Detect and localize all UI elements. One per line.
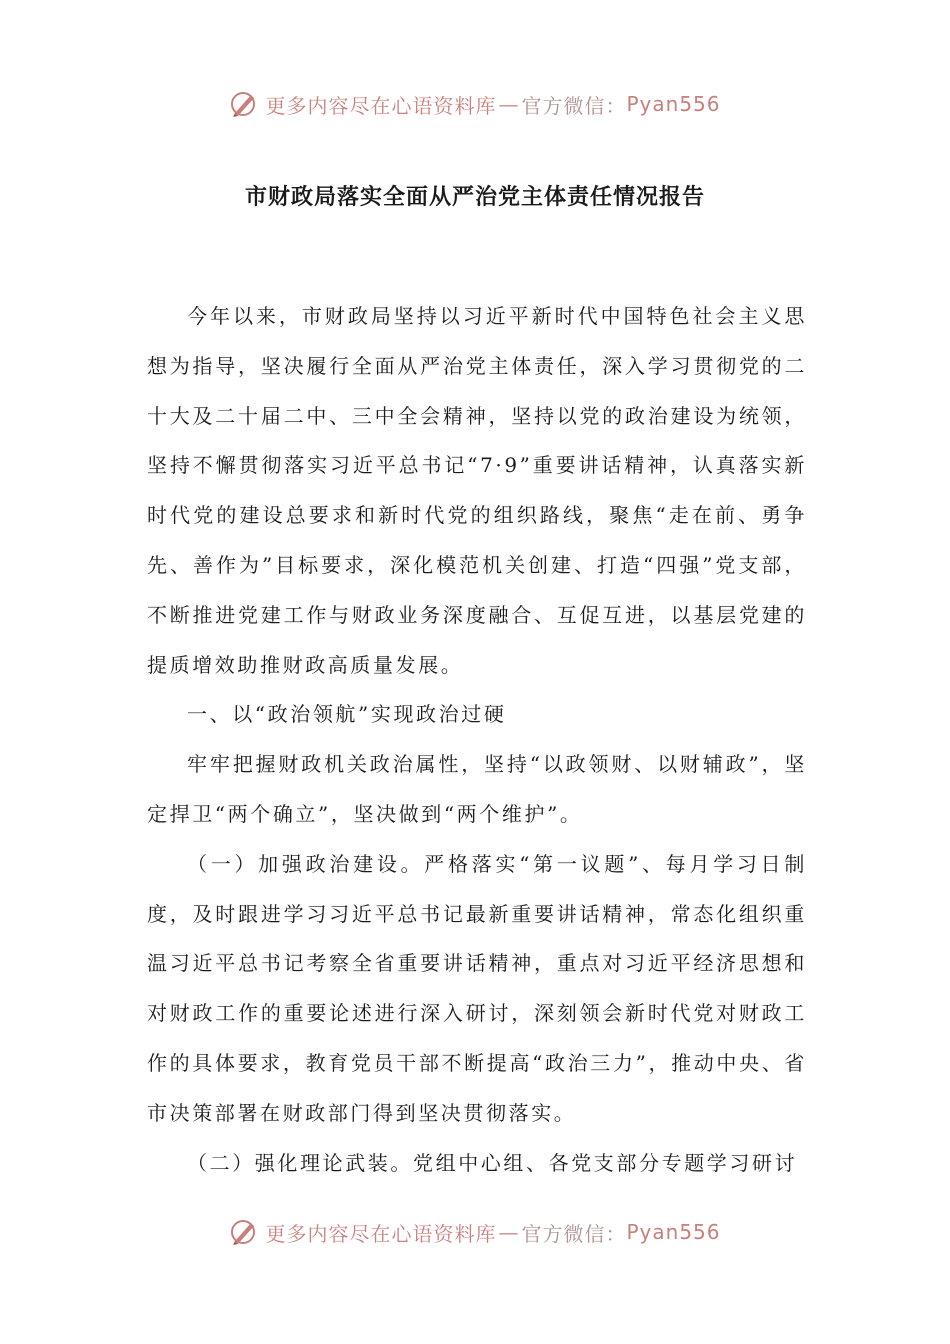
document-body xyxy=(147,292,807,1188)
footer-watermark-banner xyxy=(0,1212,950,1252)
paragraph-subsection-2: （二）强化理论武装。党组中心组、各党支部分专题学习研讨 xyxy=(187,1150,798,1175)
section-heading-1: 一、以“政治领航”实现政治过硬 xyxy=(187,702,507,727)
banner-wechat-id: Pyan556 xyxy=(626,92,721,116)
banner-wechat-id: Pyan556 xyxy=(626,1220,721,1244)
banner-dash: — xyxy=(498,1220,520,1244)
pen-logo-icon xyxy=(229,89,259,119)
paragraph-section-1: 牢牢把握财政机关政治属性，坚持“以政领财、以财辅政”，坚定捍卫“两个确立”，坚决做到“两个维护”。 xyxy=(147,752,807,826)
banner-site-text: 更多内容尽在心语资料库 xyxy=(265,1221,497,1246)
document-title: 市财政局落实全面从严治党主体责任情况报告 xyxy=(244,184,705,210)
paragraph-subsection-1: （一）加强政治建设。严格落实“第一议题”、每月学习日制度，及时跟进学习习近平总书记最新重要讲话精神，常态化组织重温习近平总书记考察全省重要讲话精神，重点对习近平经济思想和对财政工作的重要论述进行深入研讨，深刻领会新时代党对财政工作的具体要求，教育党员干部不断提高“政治三力”，推动中央、省市决策部署在财政部门得到坚决贯彻落实。 xyxy=(147,851,807,1125)
paragraph-intro: 今年以来，市财政局坚持以习近平新时代中国特色社会主义思想为指导，坚决履行全面从严治党主体责任，深入学习贯彻党的二十大及二十届二中、三中全会精神，坚持以党的政治建设为统领，坚持不懈贯彻落实习近平总书记“7·9”重要讲话精神，认真落实新时代党的建设总要求和新时代党的组织路线，聚焦“走在前、勇争先、善作为”目标要求，深化模范机关创建、打造“四强”党支部，不断推进党建工作与财政业务深度融合、互促互进，以基层党建的提质增效助推财政高质量发展。 xyxy=(147,304,807,677)
banner-site-text: 更多内容尽在心语资料库 xyxy=(265,93,497,118)
banner-wechat-label: 官方微信： xyxy=(521,93,627,118)
header-watermark-banner xyxy=(0,84,950,124)
banner-dash: — xyxy=(498,92,520,116)
pen-logo-icon xyxy=(229,1217,259,1247)
banner-wechat-label: 官方微信： xyxy=(521,1221,627,1246)
